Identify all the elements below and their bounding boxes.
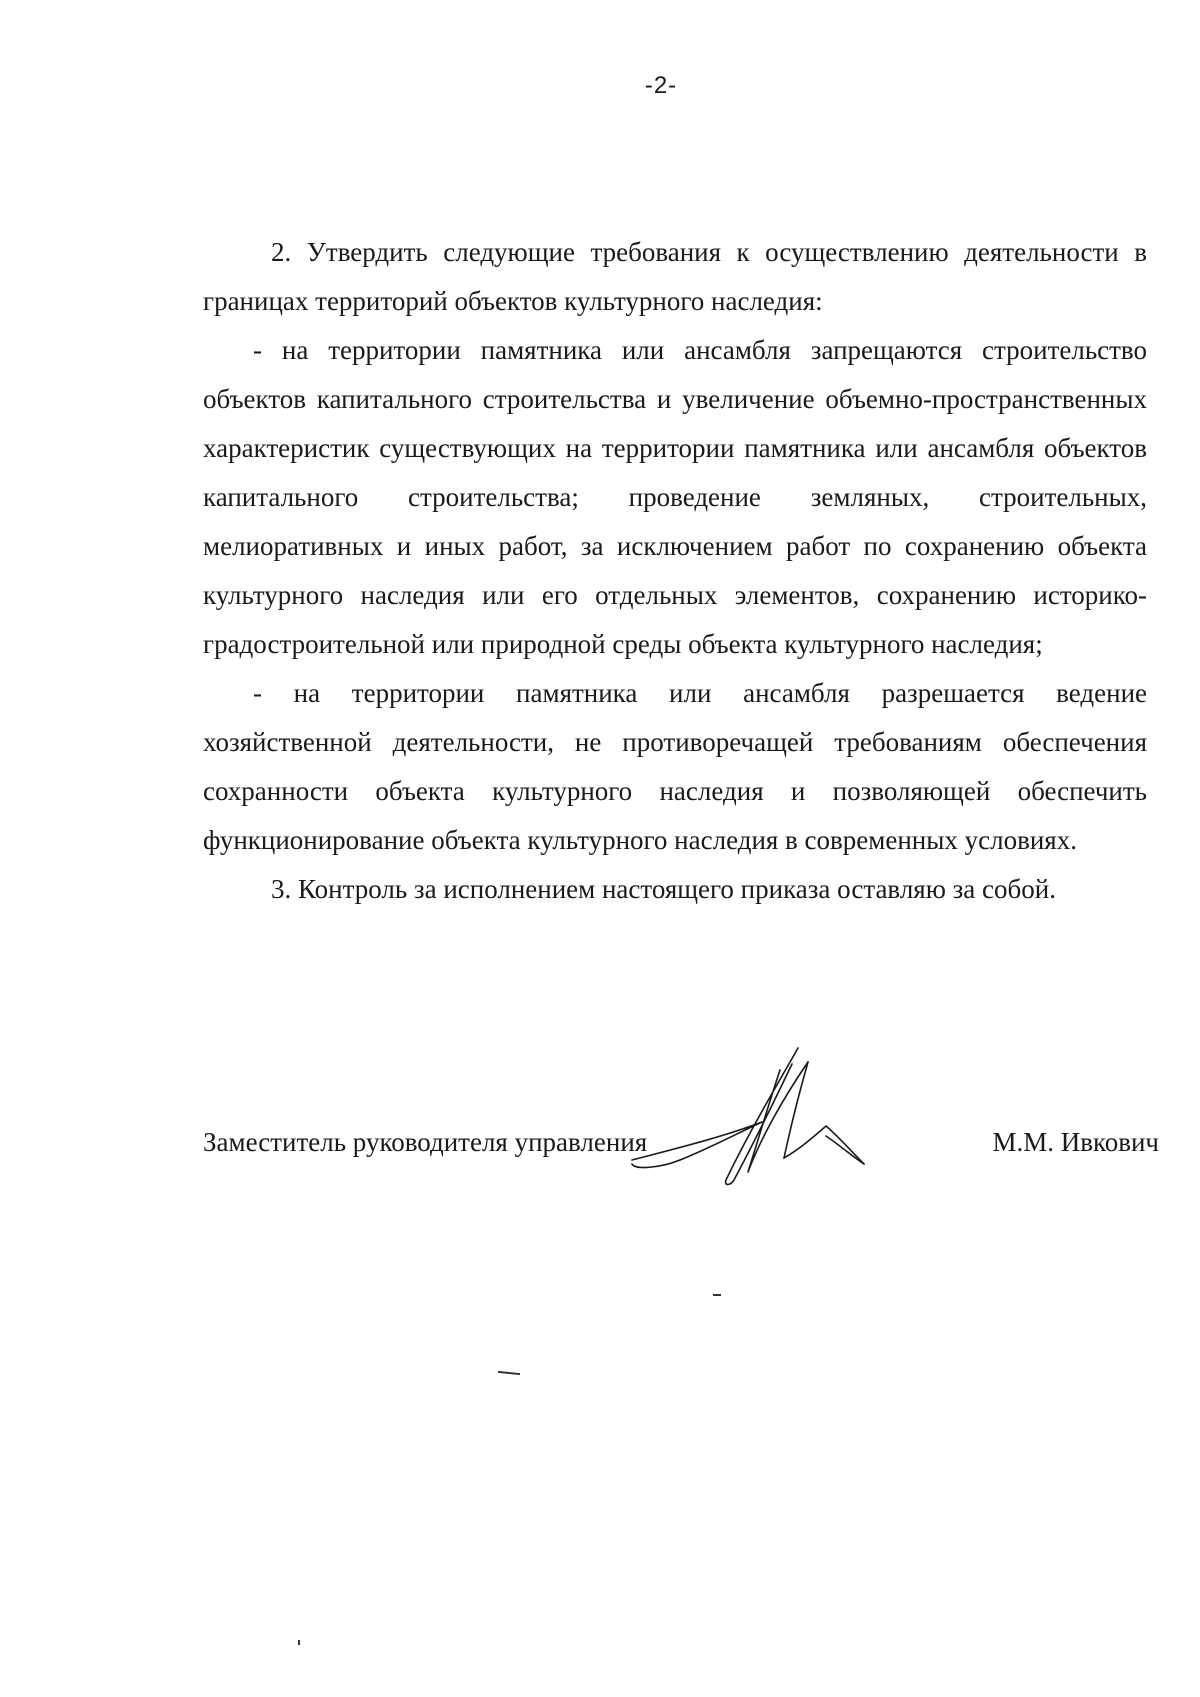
- scan-mark: [498, 1371, 520, 1375]
- handwritten-signature: [630, 1040, 910, 1200]
- document-body: [203, 228, 1147, 914]
- scan-mark: [713, 1294, 721, 1296]
- page-number: -2-: [644, 72, 678, 99]
- paragraph-2: 2. Утвердить следующие требования к осуществлению деятельности в границах территорий объектов культурного наследия:: [203, 237, 1147, 316]
- paragraph-permissions: - на территории памятника или ансамбля разрешается ведение хозяйственной деятельности, не противоречащей требованиям обеспечения сохранности объекта культурного наследия и позволяющей обеспечить функционирование объекта культурного наследия в современных условиях.: [203, 678, 1147, 855]
- paragraph-prohibitions: - на территории памятника или ансамбля запрещаются строительство объектов капитального строительства и увеличение объемно-пространственных характеристик существующих на территории памятника или ансамбля объектов капитального строительства; проведение земляных, строительных, мелиоративных и иных работ, за исключением работ по сохранению объекта культурного наследия или его отдельных элементов, сохранению историко-градостроительной или природной среды объекта культурного наследия;: [203, 335, 1147, 659]
- signer-name: М.М. Ивкович: [992, 1127, 1159, 1157]
- scan-mark: [298, 1640, 300, 1645]
- paragraph-3: 3. Контроль за исполнением настоящего приказа оставляю за собой.: [271, 874, 1056, 904]
- signer-position: Заместитель руководителя управления: [203, 1127, 648, 1157]
